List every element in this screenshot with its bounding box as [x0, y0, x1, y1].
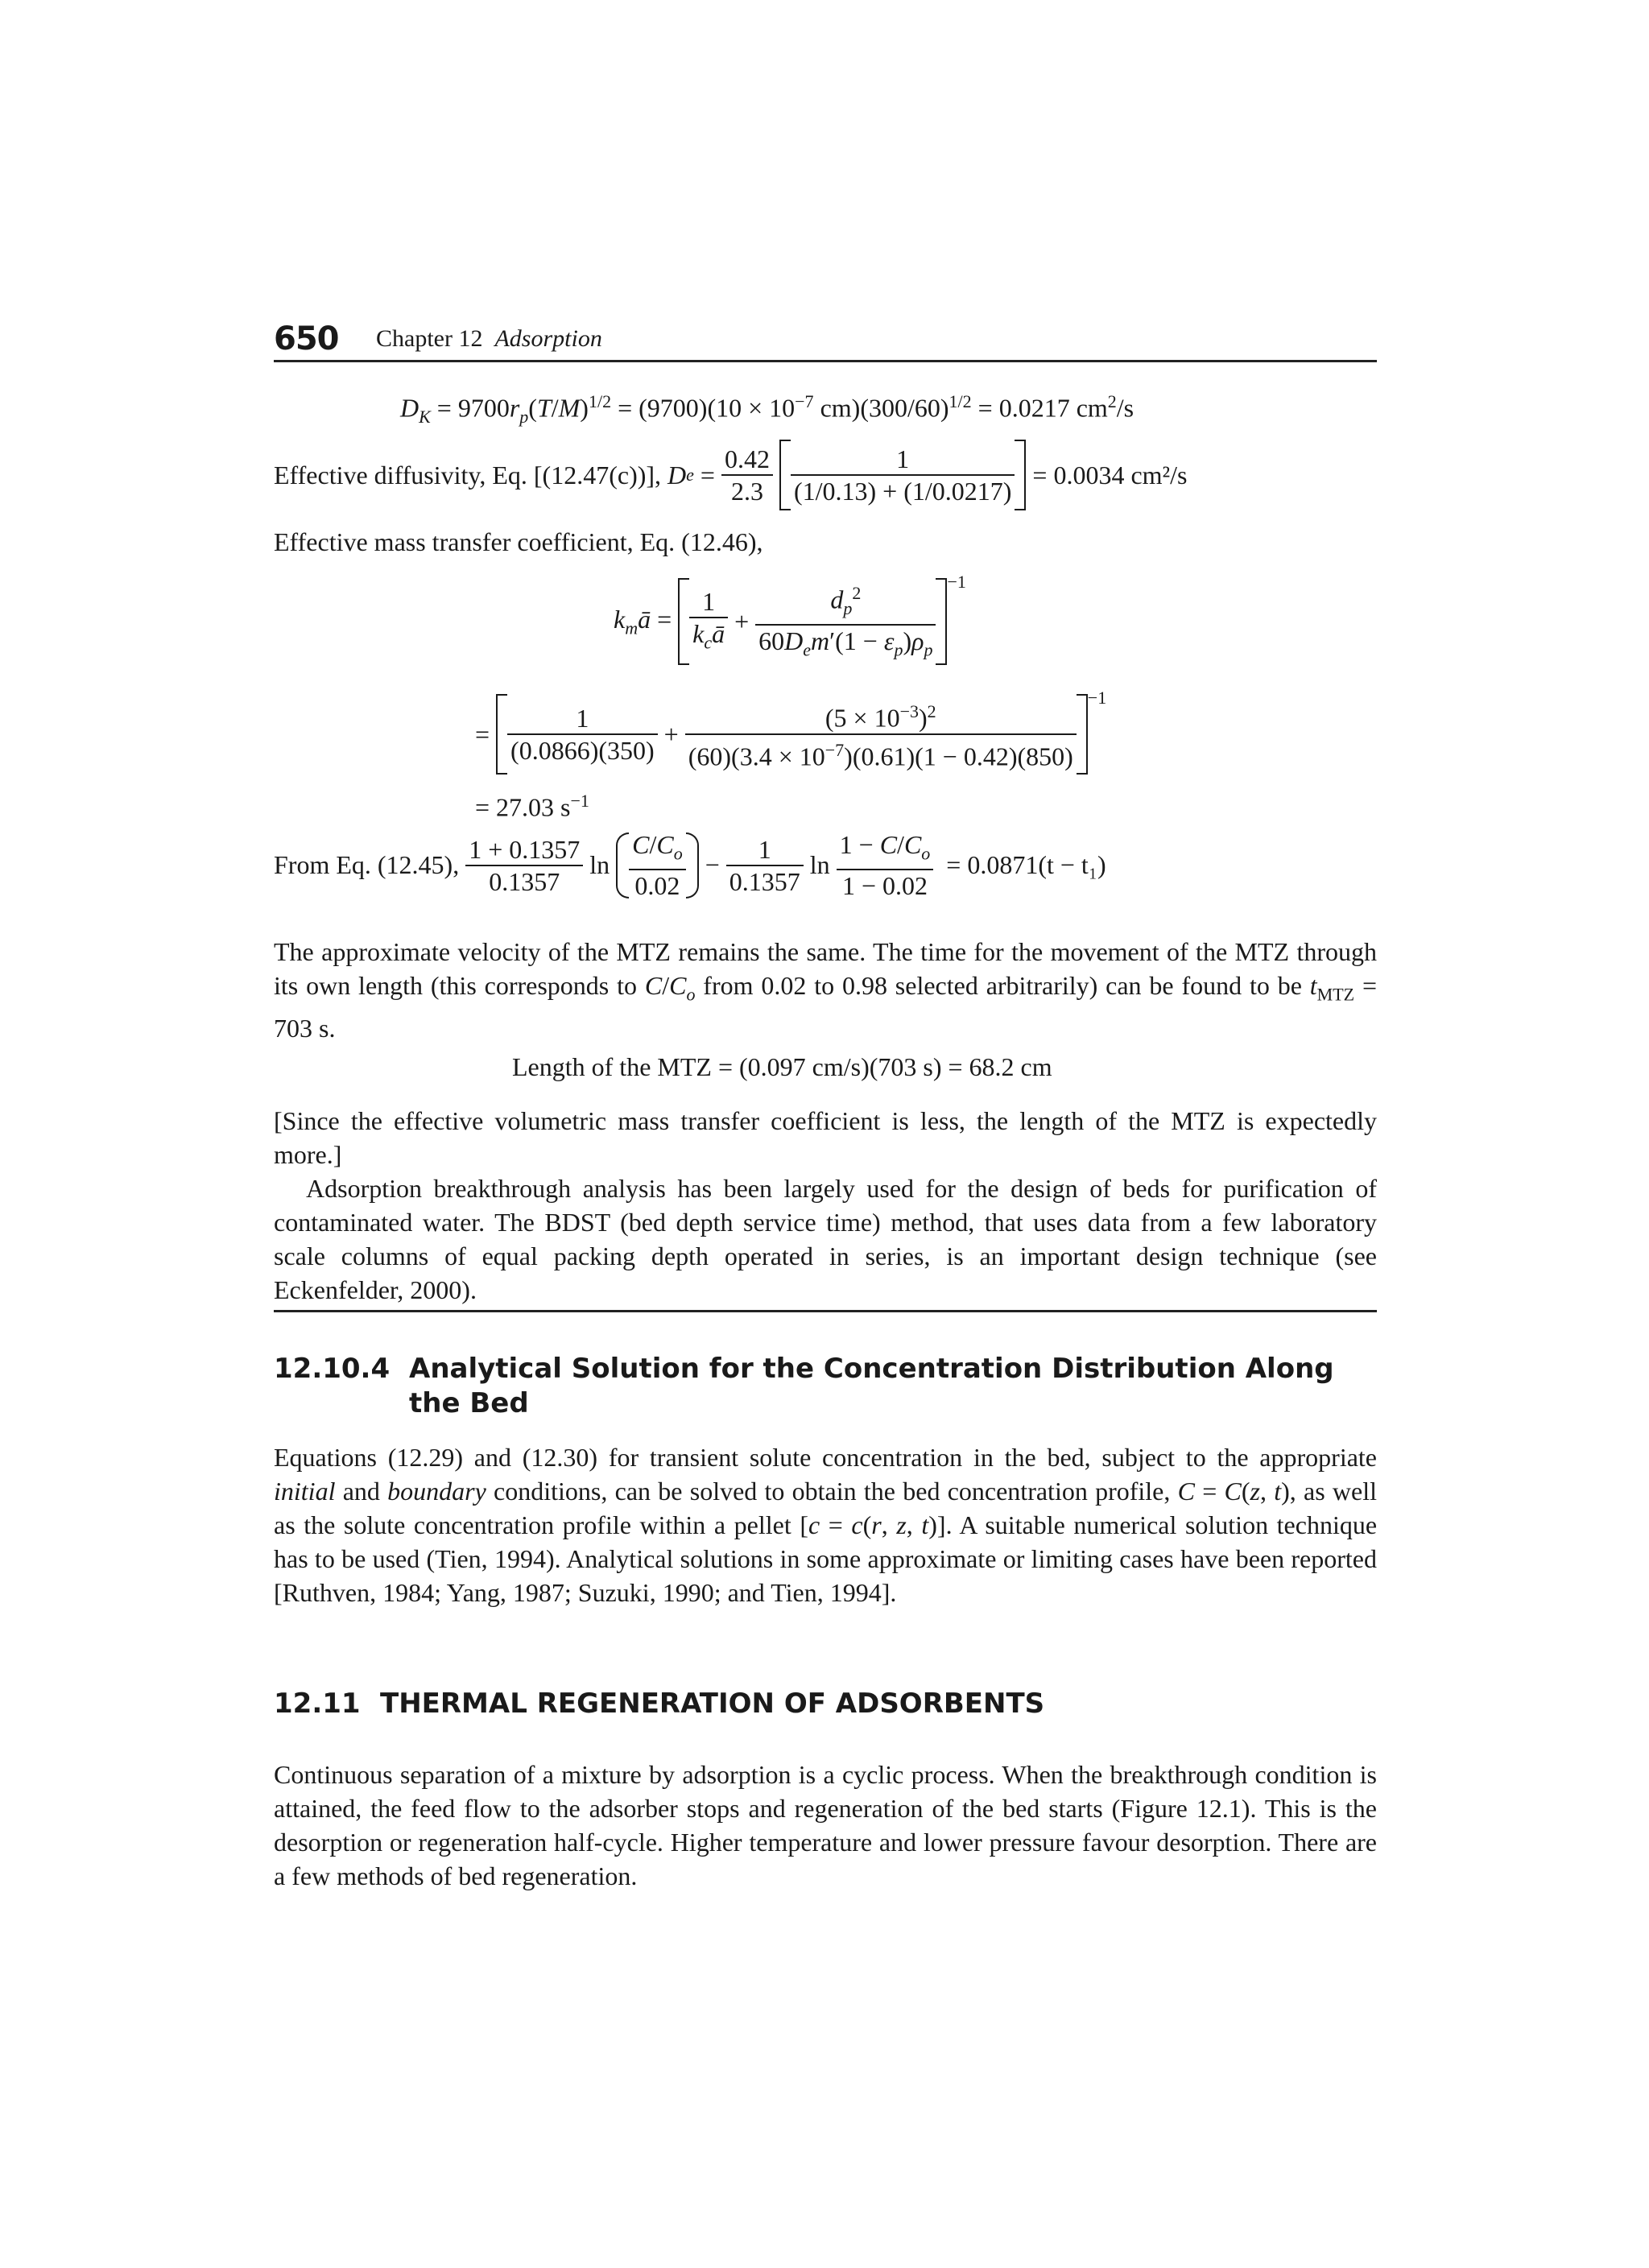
fraction-042-23: $\frac{0.42}{2.3}$ [721, 444, 773, 506]
kma-substitution: = $\frac{1}{(0.0866)(350)}$ + $\frac{(5 \times 10^{-3})^2}{(60)(3.4 \times 10^{-7})(0.61)(1 - 0.42)(850)}$ $^{-1}$ [475, 694, 1106, 775]
running-head-title: Adsorption [494, 325, 602, 352]
running-head [376, 325, 602, 353]
running-head-chapter: Chapter 12 [376, 325, 483, 352]
kma-result: = 27.03 $s^{-1}$ [475, 791, 589, 822]
section-number: 12.10.4 [274, 1353, 391, 1385]
example-end-rule [274, 1310, 1377, 1312]
page-number: 650 [274, 320, 339, 357]
from-eq-label: From Eq. (12.45), [274, 850, 460, 880]
eff-diff-result: = 0.0034 cm²/s [1032, 460, 1188, 490]
eff-mtc-label: Effective mass transfer coefficient, Eq. (12.46), [274, 527, 763, 556]
kma-equation: $k_mā$ = $\frac{1}{k_cā}$ + $\frac{d_p^2}{60D_em'(1 - \varepsilon_p)\rho_p}$ $^{-1}$ [614, 578, 966, 665]
section-title: THERMAL REGENERATION OF ADSORBENTS [380, 1688, 1045, 1720]
paragraph-analytical-solution: Equations (12.29) and (12.30) for transient solute concentration in the bed, subject to the appropriate initial and boundary conditions, can be solved to obtain the bed concentration profile, C = C(z, t), as well as the solute concentration profile within a pellet [c = c(r, z, t)]. A suitable numerical solution technique has to be used (Tien, 1994). Analytical solutions in some approximate or limiting cases have been reported [Ruthven, 1984; Yang, 1987; Suzuki, 1990; and Tien, 1994]. [274, 1443, 1378, 1607]
mtz-length-line: Length of the MTZ = (0.097 cm/s)(703 s) = 68.2 cm [512, 1052, 1052, 1081]
from-eq-1245: From Eq. (12.45), $\frac{1 + 0.1357}{0.1357}$ ln $\frac{C/C_o}{0.02}$ − $\frac{1}{0.1357}$ ln $\frac{1 - C/C_o}{1 - 0.02}$ = 0.0871(t − t₁) [274, 830, 1106, 901]
dk-equation: $D_K = 9700r_p(T/M)^{1/2} = (9700)(10 \times 10^{-7}$ $cm)(300/60)^{1/2} = 0.0217$ $cm^2/s$ [400, 391, 1134, 428]
section-title-line2: the Bed [409, 1387, 529, 1419]
fraction-diffusivity: $\frac{1}{(1/0.13) + (1/0.0217)}$ [791, 444, 1015, 506]
paragraph-note: [Since the effective volumetric mass transfer coefficient is less, the length of the MTZ is expectedly more.] [274, 1106, 1377, 1169]
section-title-line1: Analytical Solution for the Concentration Distribution Along [409, 1353, 1334, 1385]
paragraph-mtz-velocity: The approximate velocity of the MTZ remains the same. The time for the movement of the MTZ through its own length (this corresponds to $C/C_o$ from 0.02 to 0.98 selected arbitrarily) can be found to be $t_{MTZ} = 703$ s. [274, 937, 1378, 1043]
effective-diffusivity-equation: Effective diffusivity, Eq. [(12.47(c))], D e = $\frac{0.42}{2.3}$ $\frac{1}{(1/0.13) + (1/0.0217)}$ = 0.0034 cm²/s [274, 440, 1187, 510]
eff-diff-label: Effective diffusivity, Eq. [(12.47(c))], [274, 460, 662, 490]
paragraph-regeneration: Continuous separation of a mixture by adsorption is a cyclic process. When the breakthrough condition is attained, the feed flow to the adsorber stops and regeneration of the bed starts (Figure 12.1). This is the desorption or regeneration half-cycle. Higher temperature and lower pressure favour desorption. There are a few methods of bed regeneration. [274, 1760, 1377, 1890]
header-rule [274, 360, 1377, 362]
from-eq-result: = 0.0871(t − t₁) [946, 850, 1106, 880]
paragraph-bdst: Adsorption breakthrough analysis has been largely used for the design of beds for purification of contaminated water. The BDST (bed depth service time) method, that uses data from a few laboratory scale columns of equal packing depth operated in series, is an important design technique (see Eckenfelder, 2000). [274, 1174, 1377, 1304]
section-number: 12.11 [274, 1688, 361, 1720]
